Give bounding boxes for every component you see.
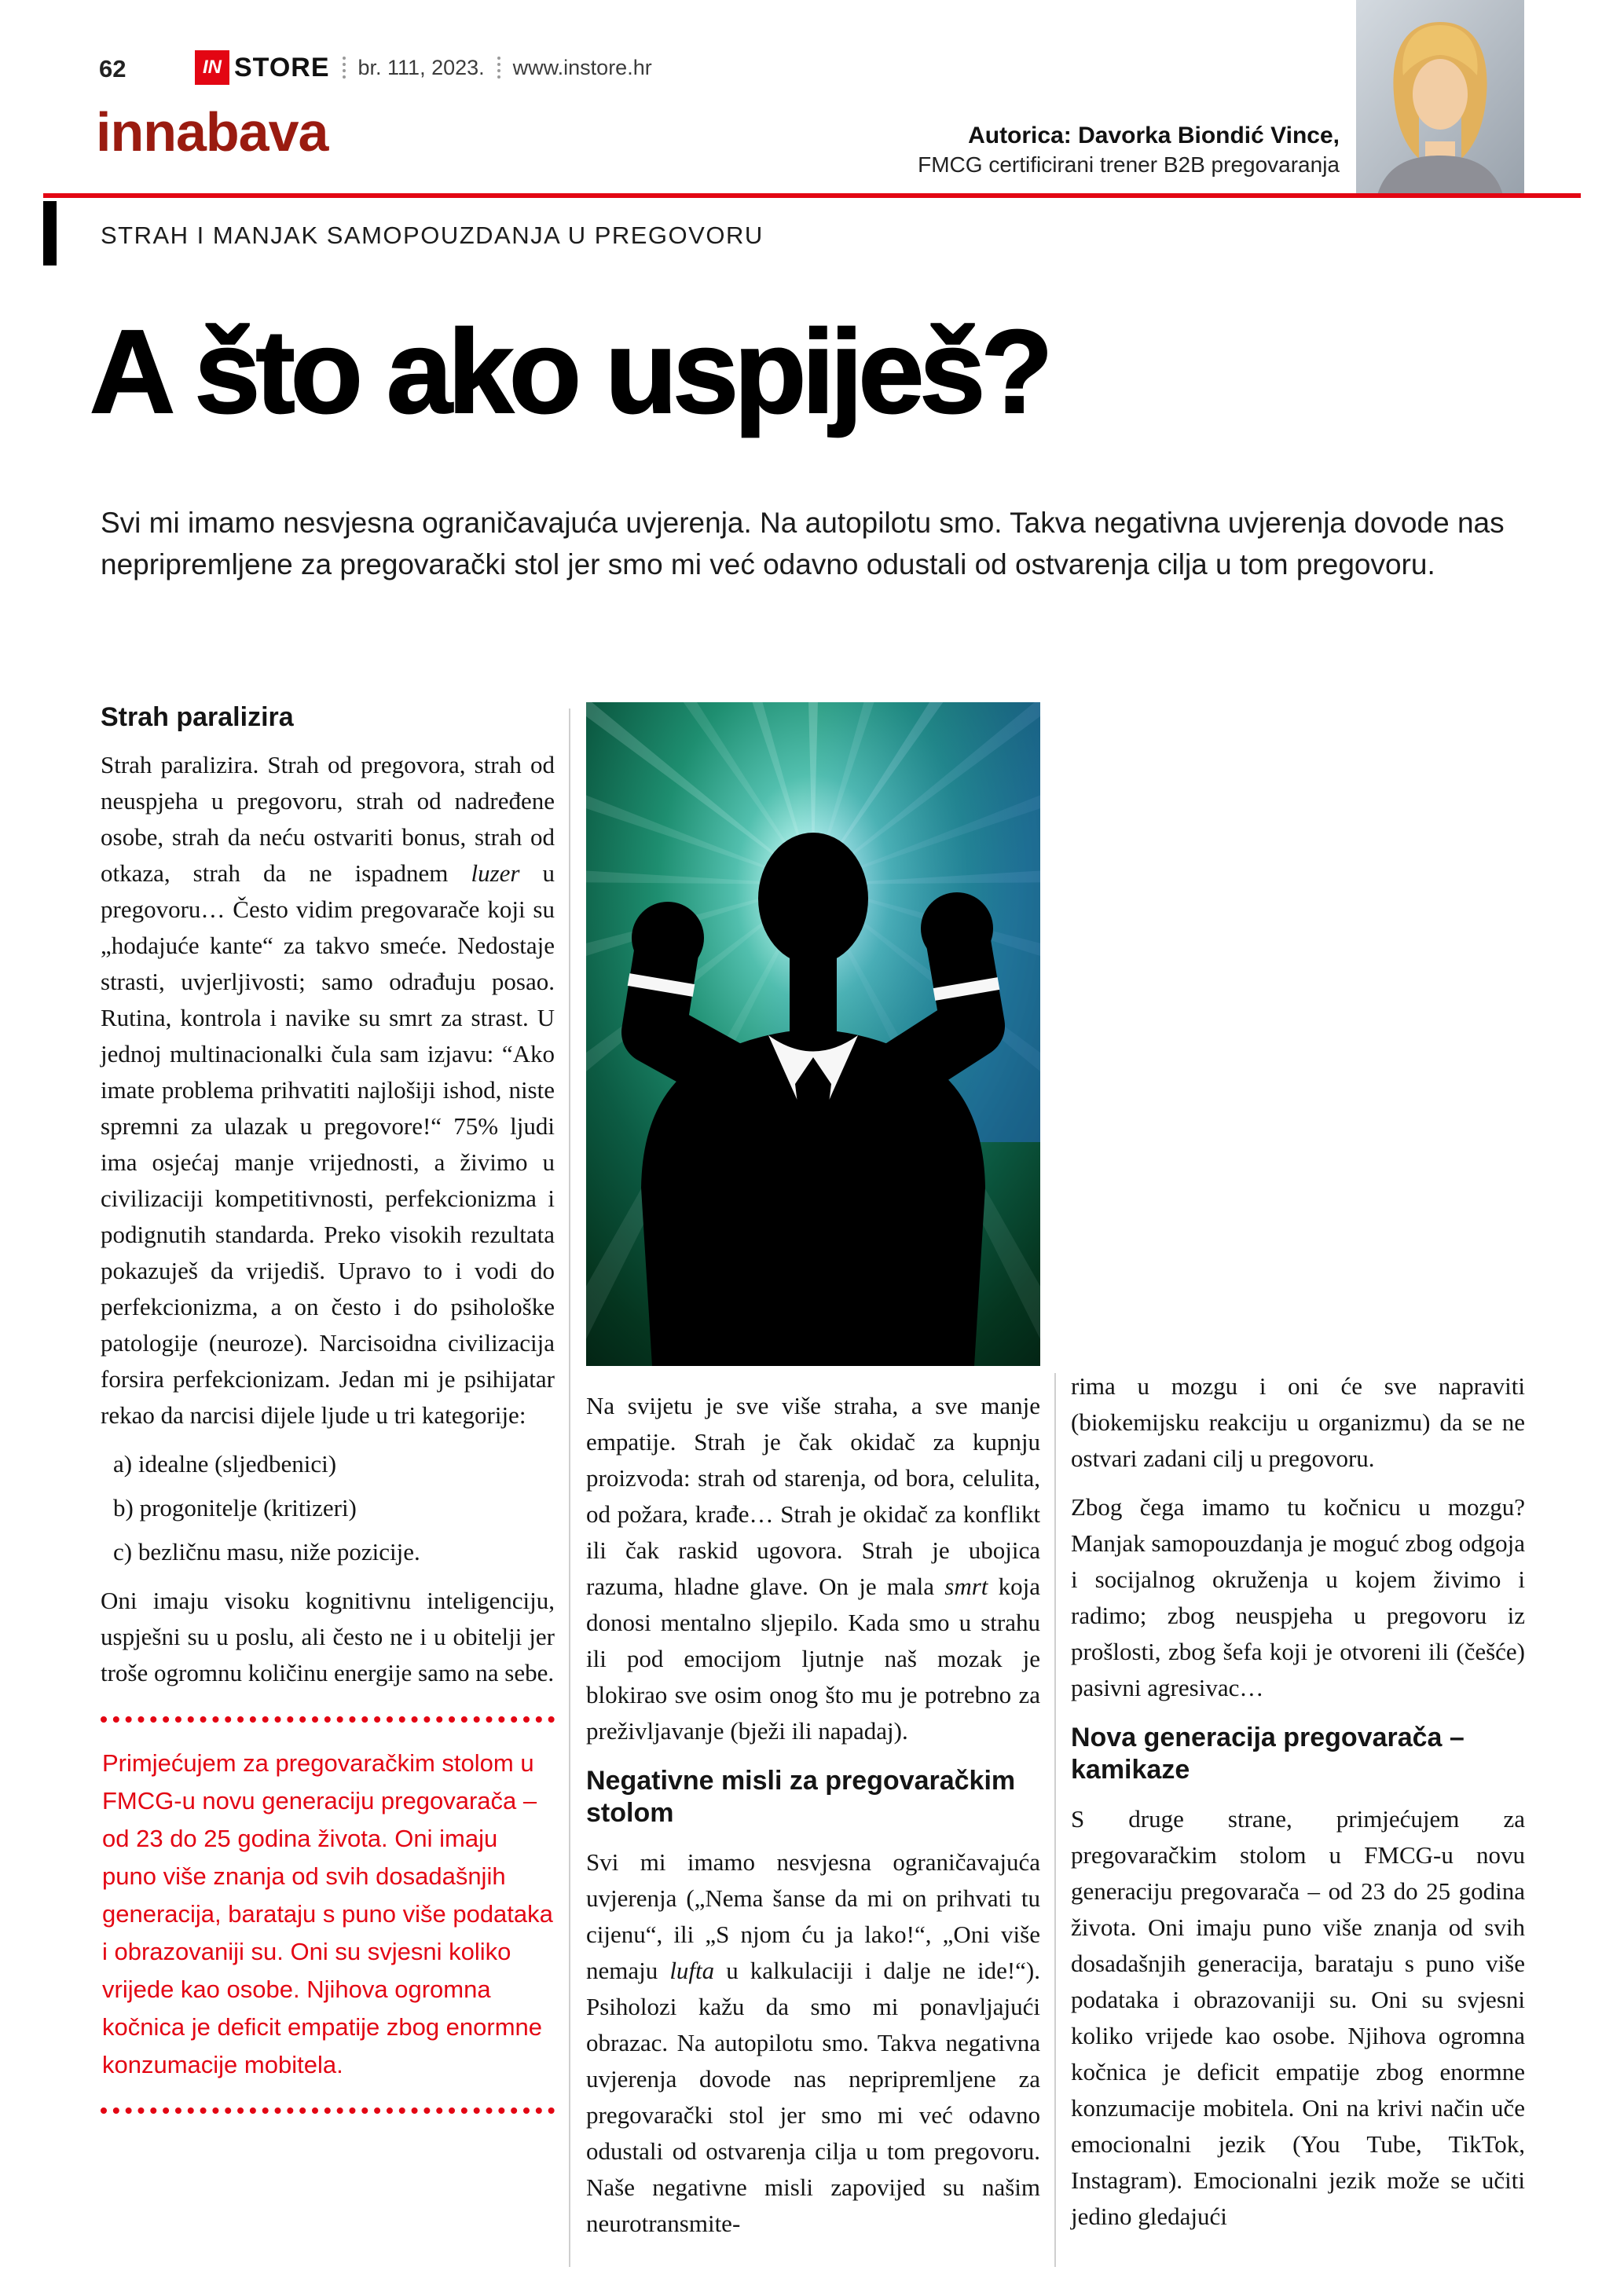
body-paragraph: S druge strane, primjećujem za pregovaračkim stolom u FMCG-u novu generaciju pregovarača – od 23 do 25 godina života. Oni imaju puno više znanja od svih dosadašnjih generacija, barataju s puno više podataka i obrazovaniji su. Oni su svjesni koliko vrijede kao osobe. Njihova ogromna kočnica je deficit empatije zbog enormne konzumacije mobitela. Oni na krivi način uče emocionalni jezik (You Tube, TikTok, Instagram). Emocionalni jezik može se učiti jedino gledajući xyxy=(1071,1804,1525,2230)
author-name: Autorica: Davorka Biondić Vince, xyxy=(968,123,1340,148)
list-item-c: c) bezličnu masu, niže pozicije. xyxy=(113,1538,420,1565)
instore-logo xyxy=(195,50,652,85)
dotted-separator xyxy=(497,57,500,79)
body-paragraph: Oni imaju visoku kognitivnu inteligenciju, uspješni su u poslu, ali često ne i u obitelji jer troše ogromnu količinu energije samo na sebe. xyxy=(101,1587,555,1686)
body-paragraph xyxy=(101,747,555,1434)
website-link[interactable]: www.instore.hr xyxy=(512,55,652,79)
dotted-separator xyxy=(343,57,346,79)
column-left xyxy=(101,702,555,2114)
author-title: FMCG certificirani trener B2B pregovaranja xyxy=(918,152,1340,177)
issue-number: br. 111, 2023. xyxy=(357,55,485,79)
instore-logo-mark-icon: IN xyxy=(195,50,229,85)
text-segment: koja donosi mentalno sljepilo. Kada smo u strahu ili pod emocijom ljutnje naš mozak je blokirao sve osim onog što mu je potrebno za preživljavanje (bježi ili napadaj). xyxy=(586,1573,1041,1745)
author-photo xyxy=(1356,0,1524,198)
subheading-nova-generacija: Nova generacija pregovarača – kamikaze xyxy=(1071,1723,1465,1785)
subheading-negativne-misli: Negativne misli za pregovaračkim stolom xyxy=(586,1766,1016,1829)
column-middle xyxy=(586,702,1040,2254)
silhouette-victory-graphic xyxy=(586,702,1040,1366)
column-divider xyxy=(1054,1373,1056,2267)
column-divider xyxy=(569,709,570,2267)
body-paragraph: rima u mozgu i oni će sve napraviti (biokemijsku reakciju u organizmu) da se ne ostvari zadani cilj u pregovoru. xyxy=(1071,1372,1525,1472)
italic-term: luzer xyxy=(471,859,520,887)
list-item-a: a) idealne (sljedbenici) xyxy=(113,1450,337,1478)
italic-term: smrt xyxy=(944,1573,988,1600)
page-number: 62 xyxy=(99,55,126,82)
instore-logo-text: STORE xyxy=(234,52,330,82)
text-segment: u kalkulaciji i dalje ne ide!“). Psiholozi kažu da smo mi ponavljajući obrazac. Na autopilotu smo. Takva negativna uvjerenja dovode nas nepripremljene za pregovarački stol jer smo mi već odavno odustali od ostvarenja cilja u tom pregovoru. Naše negativne misli zapovijed su našim neurotransmite- xyxy=(586,1956,1040,2237)
article-kicker: STRAH I MANJAK SAMOPOUZDANJA U PREGOVORU xyxy=(101,222,764,249)
kicker-bar xyxy=(43,201,57,265)
header-rule xyxy=(43,193,1581,198)
author-block xyxy=(918,123,1340,178)
article-image xyxy=(586,702,1040,1366)
body-paragraph: Zbog čega imamo tu kočnicu u mozgu? Manjak samopouzdanja je moguć zbog odgoja i socijalnog okruženja u kojem živimo i radimo; zbog neuspjeha u pregovoru iz prošlosti, zbog šefa koji je otvoreni ili (češće) pasivni agresivac… xyxy=(1071,1493,1525,1701)
category-list xyxy=(113,1446,555,1570)
body-paragraph xyxy=(586,1844,1040,2242)
section-title: innabava xyxy=(96,101,328,163)
list-item-b: b) progonitelje (kritizeri) xyxy=(113,1494,357,1522)
text-segment: Strah paralizira. Strah od pregovora, strah od neuspjeha u pregovoru, strah od nadređene osobe, strah da neću ostvariti bonus, strah od otkaza, strah da ne ispadnem xyxy=(101,751,555,887)
text-segment: u pregovoru… Često vidim pregovarače koji su „hodajuće kante“ za takvo smeće. Nedostaje strasti, uvjerljivosti; samo odrađuju posao. Rutina, kontrola i navike su smrt za strast. U jednoj multinacionalki čula sam izjavu: “Ako imate problema prihvatiti najlošiji ishod, niste spremni za ulazak u pregovore!“ 75% ljudi ima osjećaj manje vrijednosti, a živimo u civilizaciji kompetitivnosti, perfekcionizma i podignutih standarda. Preko visokih rezultata pokazuješ da vrijediš. Upravo to i vodi do perfekcionizma, a on često i do psihološke patologije (neuroze). Narcisoidna civilizacija forsira perfekcionizam. Jedan mi je psihijatar rekao da narcisi dijele ljude u tri kategorije: xyxy=(101,859,555,1429)
article-headline: A što ako uspiješ? xyxy=(90,305,1049,438)
pull-quote: Primjećujem za pregovaračkim stolom u FMCG-u novu generaciju pregovarača – od 23 do 25 godina života. Oni imaju puno više znanja od svih dosadašnjih generacija, barataju s puno više podataka i obrazovaniji su. Oni su svjesni koliko vrijede kao osobe. Njihova ogromna kočnica je deficit empatije zbog enormne konzumacije mobitela. xyxy=(101,1716,555,2114)
italic-term: lufta xyxy=(669,1956,715,1984)
text-segment: Na svijetu je sve više straha, a sve manje empatije. Strah je čak okidač za kupnju proizvoda: strah od starenja, od bora, celulita, od požara, krađe… Strah je okidač za konflikt ili čak raskid ugovora. Strah je ubojica razuma, hladne glave. On je mala xyxy=(586,1392,1040,1600)
column-right xyxy=(1071,1368,1525,2247)
author-photo-graphic xyxy=(1356,0,1524,198)
body-paragraph xyxy=(586,1388,1040,1749)
article-lead: Svi mi imamo nesvjesna ograničavajuća uvjerenja. Na autopilotu smo. Takva negativna uvjerenja dovode nas nepripremljene za pregovarački stol jer smo mi već odavno odustali od ostvarenja cilja u tom pregovoru. xyxy=(101,507,1505,580)
subheading-strah-paralizira: Strah paralizira xyxy=(101,702,294,732)
text-segment: Svi mi imamo nesvjesna ograničavajuća uvjerenja („Nema šanse da mi on prihvati tu cijenu“, ili „S njom ću ja lako!“, „Oni više nemaju xyxy=(586,1847,1040,1984)
